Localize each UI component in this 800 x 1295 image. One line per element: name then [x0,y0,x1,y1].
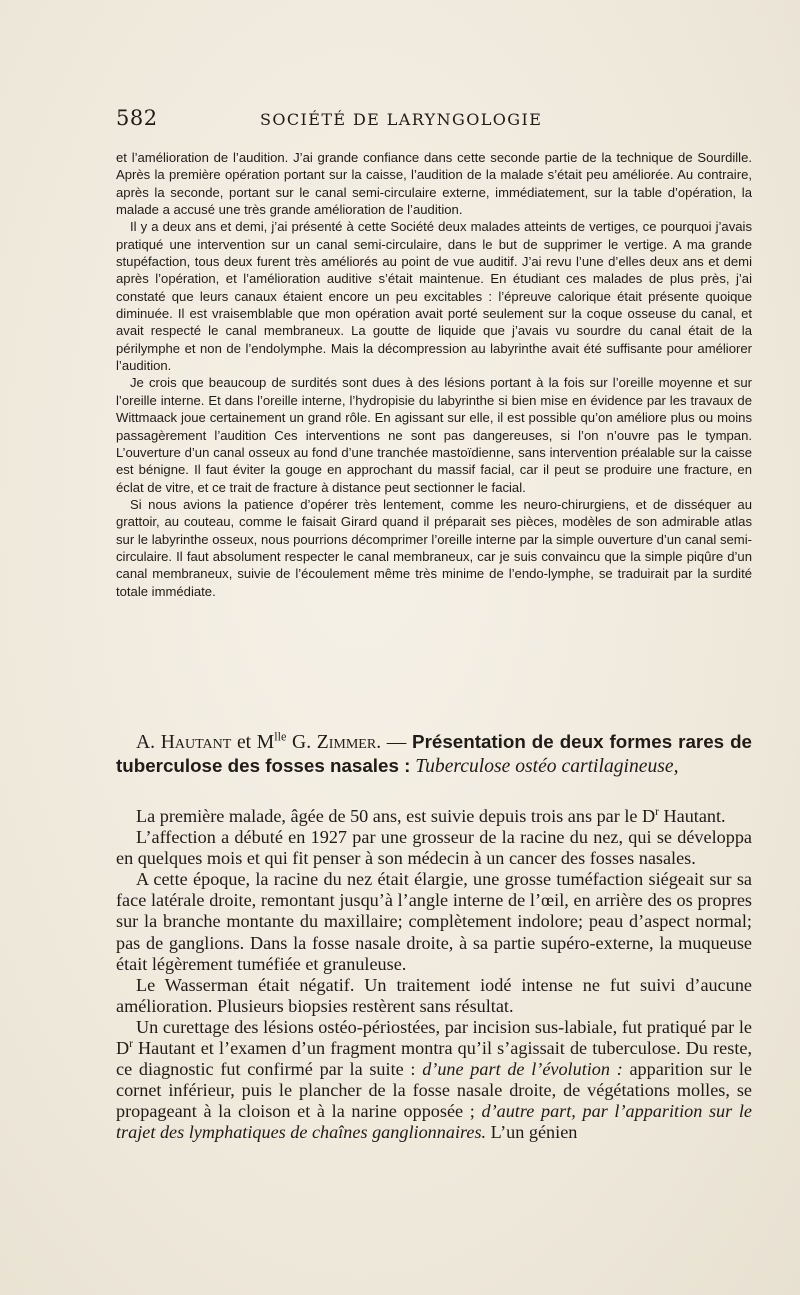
text-run: La première malade, âgée de 50 ans, est suivie depuis trois ans par le D [136,806,656,826]
heading-paragraph [116,730,752,778]
paragraph: A cette époque, la racine du nez était élargie, une grosse tuméfaction siégeait sur sa face latérale droite, remontant jusqu’à l’angle interne de l’œil, en arrière des os propres sur la branche montante du maxillaire; complètement indolore; peau d’aspect normal; pas de ganglions. Dans la fosse nasale droite, à sa partie supéro-externe, la muqueuse était légèrement tuméfiée et granuleuse. [116,869,752,974]
italic-run: d’une part de l’évolution : [422,1059,623,1080]
text-run: apparition sur le cornet inférieur, puis le plancher de la fosse nasale droite, de végétations molles, se propageant à la cloison et à la narine opposée ; [116,1059,752,1122]
heading-dash: . — [376,732,407,753]
presentation-heading [116,730,752,778]
text-run: Hautant. [658,806,726,826]
presentation-subtitle: Tuberculose ostéo cartilagineuse, [415,756,679,777]
paragraph [116,1017,752,1144]
title-mlle-sup: lle [274,729,287,744]
presentation-title: Présentation de deux formes rares de tuberculose des fosses nasales : [116,731,752,776]
author-initial: G. [292,732,312,753]
paragraph: Si nous avions la patience d’opérer très lentement, comme les neuro-chirurgiens, et de disséquer au grattoir, au couteau, comme le faisait Girard quand il préparait ses pièces, modèles de son admirable atlas sur le labyrinthe osseux, nous pourrions décomprimer l’oreille interne par la simple ouverture d’un canal semi-circulaire. Il faut absolument respecter le canal membraneux, car je suis convaincu que la simple piqûre d’un canal membraneux, suivie de l’écoulement même très minime de l’endo-lymphe, se traduirait par la surdité totale immédiate. [116,496,752,599]
paragraph: L’affection a débuté en 1927 par une grosseur de la racine du nez, qui se développa en quelques mois et qui fit penser à son médecin à un cancer des fosses nasales. [116,827,752,869]
author-name: Hautant [160,732,232,753]
page-header [116,106,756,134]
text-run: Un curettage des lésions ostéo-périostées, par incision sus-labiale, fut pratiqué par le D [116,1016,752,1059]
case-report-text [116,806,752,1144]
title-mlle: M [256,732,275,753]
superscript: r [655,805,659,818]
paragraph [116,806,752,827]
authors-prefix: A. [136,732,156,753]
text-run: Hautant et l’examen d’un fragment montra qu’il s’agissait de tuberculose. Du reste, ce diagnostic fut confirmé par la suite : [116,1038,752,1080]
superscript: r [129,1037,133,1050]
paragraph: Je crois que beaucoup de surdités sont dues à des lésions portant à la fois sur l’oreille moyenne et sur l’oreille interne. Et dans l’oreille interne, l’hydropisie du labyrinthe si bien mise en évidence par les travaux de Wittmaack joue certainement un grand rôle. En agissant sur elle, il est possible qu’on améliore plus ou moins passagèrement l’audition Ces interventions ne sont pas dangereuses, si l’on n’ouvre pas le tympan. L’ouverture d’un canal osseux au fond d’une tranchée mastoïdienne, sans intervention préalable sur la caisse est bénigne. Il faut éviter la gouge en approchant du massif facial, car il peut se produire une fracture, en éclat de vitre, et ce trait de fracture à distance peut sectionner le facial. [116,375,752,495]
page-number: 582 [116,106,158,130]
paragraph: Il y a deux ans et demi, j’ai présenté à cette Société deux malades atteints de vertiges, ce pourquoi j’avais pratiqué une intervention sur un canal semi-circulaire, dans le but de supprimer le vertige. A ma grande stupéfaction, tous deux furent très améliorés au point de vue auditif. J’ai revu l’une d’elles deux ans et demi après l’opération, et l’amélioration auditive s’était maintenue. En étudiant ces malades de plus près, j’ai constaté que leurs canaux étaient encore un peu excitables : l’épreuve calorique était présente quoique diminuée. Il est vraisemblable que mon opération avait porté seulement sur la coque osseuse du canal, et avait respecté le canal membraneux. La goutte de liquide que j’avais vu sourdre du canal était de la périlymphe et non de l’endolymphe. Mais la décompression au labyrinthe avait été suffisante pour améliorer l’audition. [116,219,752,374]
paragraph: Le Wasserman était négatif. Un traitement iodé intense ne fut suivi d’aucune amélioration. Plusieurs biopsies restèrent sans résultat. [116,974,752,1016]
author-name: Zimmer [316,732,377,753]
paragraph: et l’amélioration de l’audition. J’ai grande confiance dans cette seconde partie de la technique de Sourdille. Après la première opération portant sur la caisse, l’audition de la malade s’était peu améliorée. Au contraire, après la seconde, portant sur le canal semi-circulaire externe, immédiatement, sur la table d’opération, la malade a accusé une très grande amélioration de l’audition. [116,150,752,218]
conjunction: et [236,732,252,753]
text-run: L’un génien [490,1122,578,1143]
italic-run: d’autre part, par l’apparition sur le trajet des lymphatiques de chaînes ganglionnaires. [116,1101,753,1143]
discussion-text [116,149,752,600]
running-head: SOCIÉTÉ DE LARYNGOLOGIE [260,110,543,129]
